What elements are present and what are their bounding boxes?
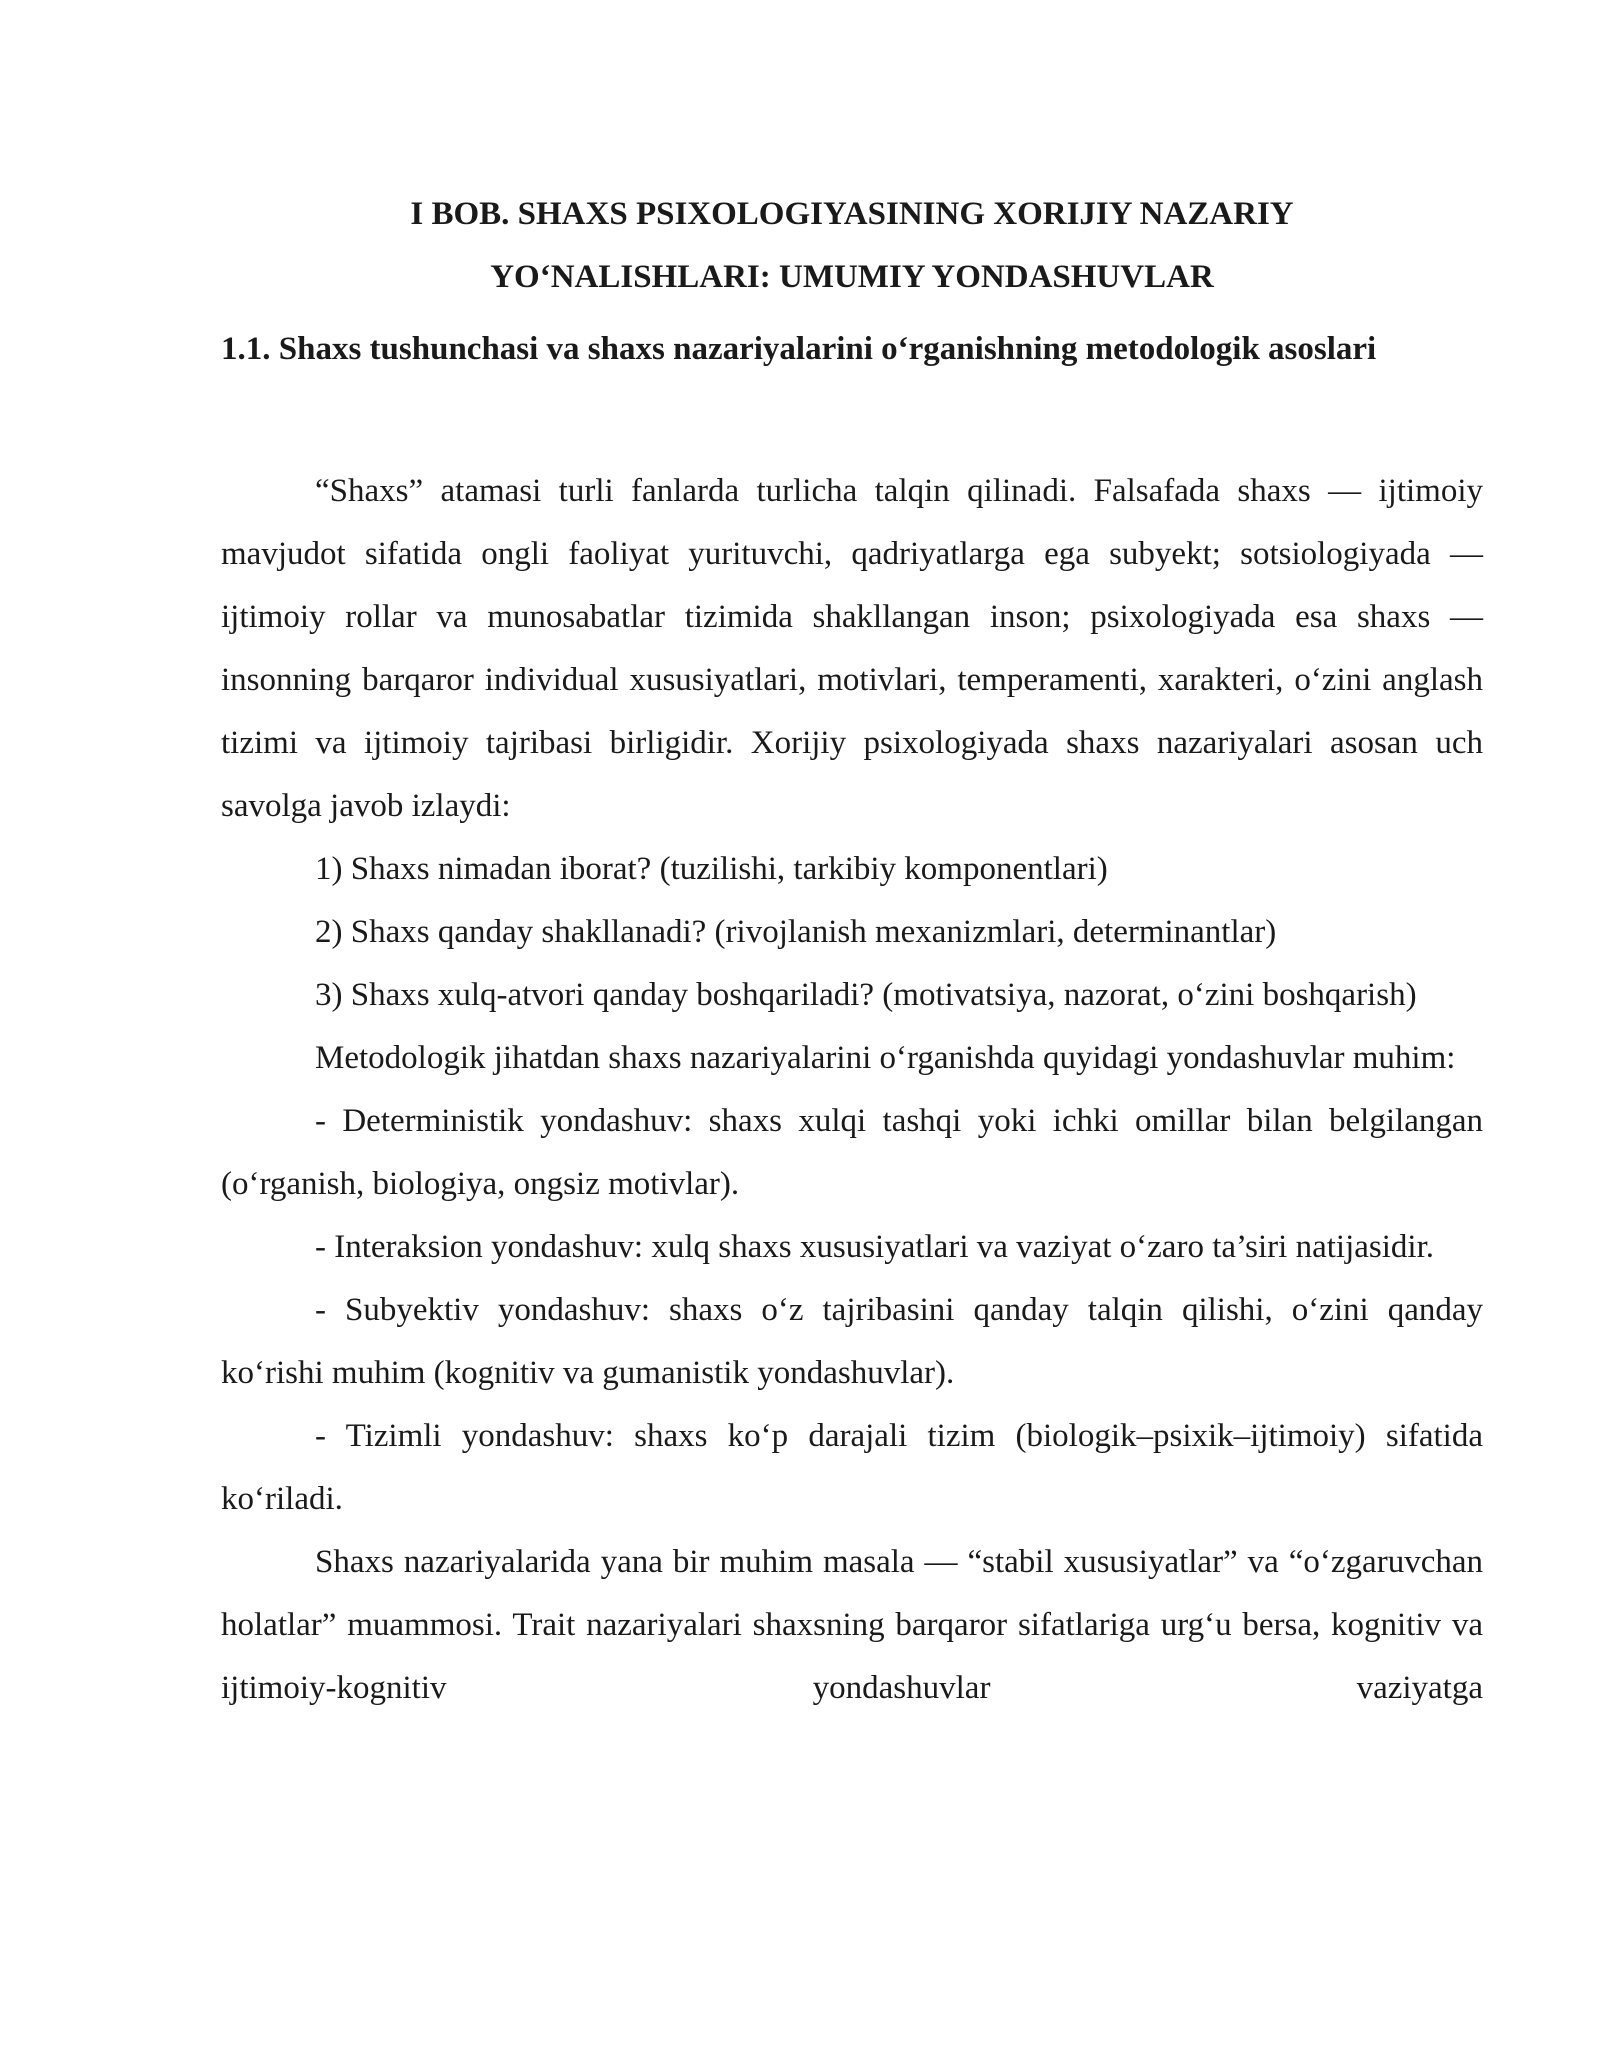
chapter-title-line-1: I BOB. SHAXS PSIXOLOGIYASINING XORIJIY NAZARIY xyxy=(410,196,1294,232)
chapter-title xyxy=(221,183,1483,309)
list-item-systemic: - Tizimli yondashuv: shaxs ko‘p darajali tizim (biologik–psixik–ijtimoiy) sifatida ko‘riladi. xyxy=(221,1418,1483,1517)
body-text xyxy=(221,460,1483,1720)
paragraph-definition: “Shaxs” atamasi turli fanlarda turlicha talqin qilinadi. Falsafada shaxs — ijtimoiy mavjudot sifatida ongli faoliyat yurituvchi, qadriyatlarga ega subyekt; sotsiologiyada — ijtimoiy rollar va munosabatlar tizimida shakllangan inson; psixologiyada esa shaxs — insonning barqaror individual xususiyatlari, motivlari, temperamenti, xarakteri, o‘zini anglash tizimi va ijtimoiy tajribasi birligidir. Xorijiy psixologiyada shaxs nazariyalari asosan uch savolga javob izlaydi: xyxy=(221,473,1483,824)
section-title: 1.1. Shaxs tushunchasi va shaxs nazariyalarini o‘rganishning metodologik asoslari xyxy=(221,331,1377,367)
list-item-subjective: - Subyektiv yondashuv: shaxs o‘z tajribasini qanday talqin qilishi, o‘zini qanday ko‘rishi muhim (kognitiv va gumanistik yondashuvlar). xyxy=(221,1292,1483,1391)
paragraph-methodology: Metodologik jihatdan shaxs nazariyalarini o‘rganishda quyidagi yondashuvlar muhim: xyxy=(315,1040,1456,1076)
list-item-question-2: 2) Shaxs qanday shakllanadi? (rivojlanish mexanizmlari, determinantlar) xyxy=(315,914,1277,950)
paragraph-stability-problem: Shaxs nazariyalarida yana bir muhim masala — “stabil xususiyatlar” va “o‘zgaruvchan holatlar” muammosi. Trait nazariyalari shaxsning barqaror sifatlariga urg‘u bersa, kognitiv va ijtimoiy-kognitiv yondashuvlar vaziyatga xyxy=(221,1544,1483,1706)
list-item-question-1: 1) Shaxs nimadan iborat? (tuzilishi, tarkibiy komponentlari) xyxy=(315,851,1108,887)
list-item-interactional: - Interaksion yondashuv: xulq shaxs xususiyatlari va vaziyat o‘zaro ta’siri natijasidir. xyxy=(315,1229,1434,1265)
list-item-deterministic: - Deterministik yondashuv: shaxs xulqi tashqi yoki ichki omillar bilan belgilangan (o‘rganish, biologiya, ongsiz motivlar). xyxy=(221,1103,1483,1202)
chapter-title-line-2: YO‘NALISHLARI: UMUMIY YONDASHUVLAR xyxy=(490,259,1214,295)
list-item-question-3: 3) Shaxs xulq-atvori qanday boshqariladi? (motivatsiya, nazorat, o‘zini boshqarish) xyxy=(315,977,1417,1013)
